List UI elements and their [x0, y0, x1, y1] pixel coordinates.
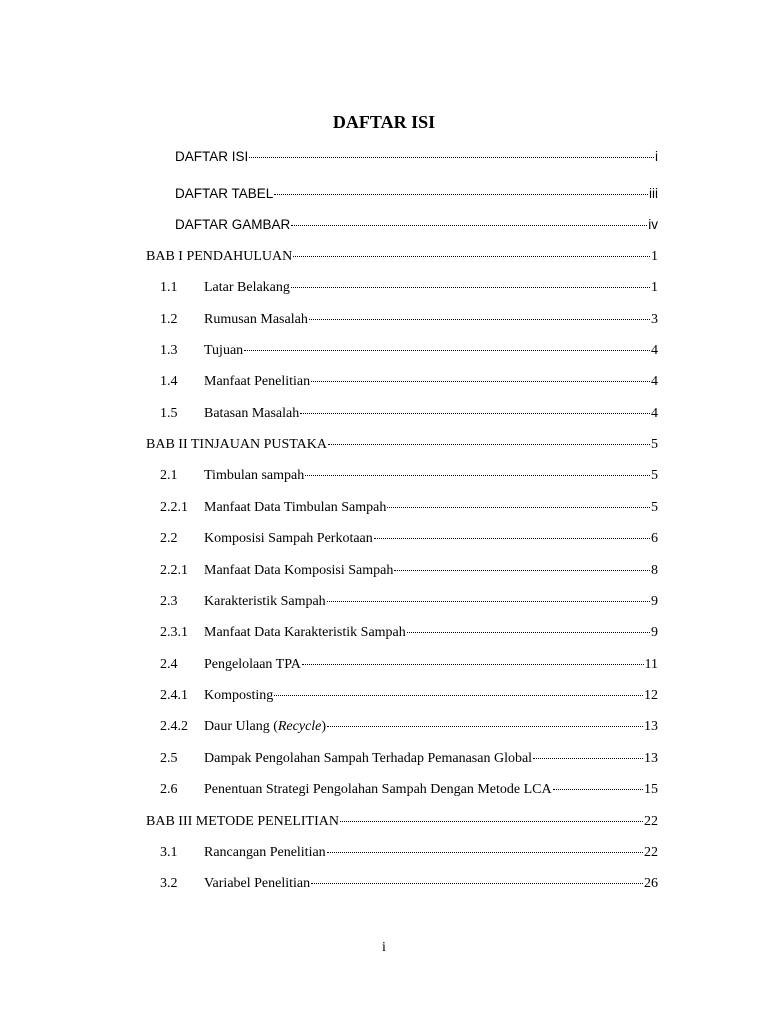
toc-entry-label: Dampak Pengolahan Sampah Terhadap Pemanasan Global: [204, 751, 533, 766]
toc-entry-number: 3.1: [160, 845, 178, 860]
toc-dot-leader: [340, 815, 643, 822]
toc-entry-label: Manfaat Data Komposisi Sampah: [204, 563, 394, 578]
toc-entry-label: DAFTAR TABEL: [175, 186, 274, 201]
toc-dot-leader: [291, 281, 650, 288]
toc-entry-label: Manfaat Data Karakteristik Sampah: [204, 625, 406, 640]
toc-entry-label: Manfaat Data Timbulan Sampah: [204, 500, 387, 515]
toc-dot-leader: [374, 532, 650, 539]
toc-entry-number: 2.4.1: [160, 688, 188, 703]
toc-dot-leader: [553, 783, 643, 790]
toc-entry-page: 3: [651, 312, 658, 327]
toc-front-entry[interactable]: [175, 215, 658, 235]
toc-entry-page: 22: [644, 845, 658, 860]
toc-dot-leader: [274, 188, 648, 195]
toc-dot-leader: [328, 438, 650, 445]
toc-section-entry[interactable]: [146, 372, 658, 392]
toc-entry-number: 1.3: [160, 343, 178, 358]
toc-entry-page: 9: [651, 594, 658, 609]
toc-entry-label: Pengelolaan TPA: [204, 657, 301, 672]
toc-entry-page: 13: [644, 751, 658, 766]
toc-section-entry[interactable]: [146, 717, 658, 737]
toc-dot-leader: [293, 250, 650, 257]
toc-entry-label: Manfaat Penelitian: [204, 374, 311, 389]
toc-section-entry[interactable]: [146, 623, 658, 643]
toc-entry-label-close: ): [321, 719, 327, 734]
page-number-footer: i: [382, 940, 386, 955]
toc-section-entry[interactable]: [146, 843, 658, 863]
toc-section-entry[interactable]: [146, 404, 658, 424]
toc-section-entry[interactable]: [146, 498, 658, 518]
toc-front-entry[interactable]: [175, 147, 658, 167]
toc-section-entry[interactable]: [146, 561, 658, 581]
toc-entry-number: 1.4: [160, 374, 178, 389]
toc-entry-label: BAB III METODE PENELITIAN: [146, 814, 339, 829]
toc-dot-leader: [249, 151, 654, 158]
toc-entry-label: Latar Belakang: [204, 280, 290, 295]
toc-section-entry[interactable]: [146, 749, 658, 769]
toc-entry-page: 22: [644, 814, 658, 829]
toc-dot-leader: [327, 846, 643, 853]
toc-dot-leader: [311, 375, 650, 382]
toc-entry-page: iii: [649, 186, 658, 201]
toc-entry-page: 8: [651, 563, 658, 578]
toc-entry-page: 4: [651, 406, 658, 421]
toc-entry-label: Komposisi Sampah Perkotaan: [204, 531, 373, 546]
toc-dot-leader: [244, 344, 650, 351]
toc-entry-number: 1.1: [160, 280, 178, 295]
toc-entry-page: 11: [644, 657, 658, 672]
toc-entry-number: 3.2: [160, 876, 178, 891]
toc-entry-number: 2.6: [160, 782, 178, 797]
toc-entry-number: 2.2.1: [160, 563, 188, 578]
toc-entry-number: 2.4.2: [160, 719, 188, 734]
toc-section-entry[interactable]: [146, 310, 658, 330]
toc-entry-label: [204, 717, 326, 737]
toc-entry-number: 1.2: [160, 312, 178, 327]
toc-dot-leader: [311, 877, 643, 884]
toc-entry-page: 1: [651, 280, 658, 295]
toc-entry-label: Rancangan Penelitian: [204, 845, 326, 860]
toc-section-entry[interactable]: [146, 278, 658, 298]
toc-entry-number: 1.5: [160, 406, 178, 421]
toc-entry-label-text: Daur Ulang (: [204, 719, 278, 734]
toc-entry-label: Penentuan Strategi Pengolahan Sampah Dengan Metode LCA: [204, 782, 552, 797]
toc-entry-page: 4: [651, 343, 658, 358]
toc-entry-label: Variabel Penelitian: [204, 876, 311, 891]
toc-entry-page: 1: [651, 249, 658, 264]
toc-dot-leader: [300, 407, 650, 414]
toc-entry-page: 5: [651, 500, 658, 515]
toc-dot-leader: [327, 595, 650, 602]
toc-dot-leader: [387, 501, 650, 508]
toc-entry-label: Tujuan: [204, 343, 244, 358]
toc-section-entry[interactable]: [146, 655, 658, 675]
toc-dot-leader: [302, 658, 644, 665]
toc-entry-page: 12: [644, 688, 658, 703]
toc-dot-leader: [394, 564, 650, 571]
toc-entry-label-italic: Recycle: [277, 719, 322, 734]
toc-entry-page: 15: [644, 782, 658, 797]
toc-section-entry[interactable]: [146, 529, 658, 549]
toc-section-entry[interactable]: [146, 466, 658, 486]
toc-entry-label: DAFTAR GAMBAR: [175, 217, 291, 232]
toc-dot-leader: [327, 720, 643, 727]
toc-front-entry[interactable]: [175, 184, 658, 204]
toc-entry-number: 2.1: [160, 468, 178, 483]
toc-entry-label: DAFTAR ISI: [175, 149, 249, 164]
toc-entry-page: 5: [651, 437, 658, 452]
toc-entry-number: 2.2: [160, 531, 178, 546]
toc-section-entry[interactable]: [146, 341, 658, 361]
toc-entry-page: 4: [651, 374, 658, 389]
toc-entry-label: Komposting: [204, 688, 274, 703]
toc-section-entry[interactable]: [146, 874, 658, 894]
toc-entry-label: BAB II TINJAUAN PUSTAKA: [146, 437, 328, 452]
toc-entry-page: 6: [651, 531, 658, 546]
toc-entry-label: Timbulan sampah: [204, 468, 305, 483]
toc-dot-leader: [533, 752, 643, 759]
toc-dot-leader: [274, 689, 643, 696]
toc-chapter-entry[interactable]: [146, 812, 658, 832]
toc-section-entry[interactable]: [146, 686, 658, 706]
toc-entry-page: 9: [651, 625, 658, 640]
toc-entry-page: iv: [648, 217, 658, 232]
toc-entry-label: Karakteristik Sampah: [204, 594, 326, 609]
toc-entry-number: 2.4: [160, 657, 178, 672]
toc-entry-page: 13: [644, 719, 658, 734]
toc-dot-leader: [305, 469, 650, 476]
toc-section-entry[interactable]: [146, 780, 658, 800]
toc-entry-page: 5: [651, 468, 658, 483]
toc-entry-number: 2.5: [160, 751, 178, 766]
toc-entry-label: BAB I PENDAHULUAN: [146, 249, 293, 264]
page-title: DAFTAR ISI: [332, 112, 436, 132]
toc-section-entry[interactable]: [146, 592, 658, 612]
toc-chapter-entry[interactable]: [146, 435, 658, 455]
toc-entry-page: 26: [644, 876, 658, 891]
toc-dot-leader: [309, 313, 650, 320]
toc-dot-leader: [407, 626, 650, 633]
toc-entry-number: 2.3.1: [160, 625, 188, 640]
toc-entry-number: 2.3: [160, 594, 178, 609]
toc-entry-number: 2.2.1: [160, 500, 188, 515]
toc-dot-leader: [291, 219, 647, 226]
toc-entry-label: Rumusan Masalah: [204, 312, 308, 327]
toc-entry-label: Batasan Masalah: [204, 406, 300, 421]
toc-chapter-entry[interactable]: [146, 247, 658, 267]
toc-entry-page: i: [655, 149, 658, 164]
